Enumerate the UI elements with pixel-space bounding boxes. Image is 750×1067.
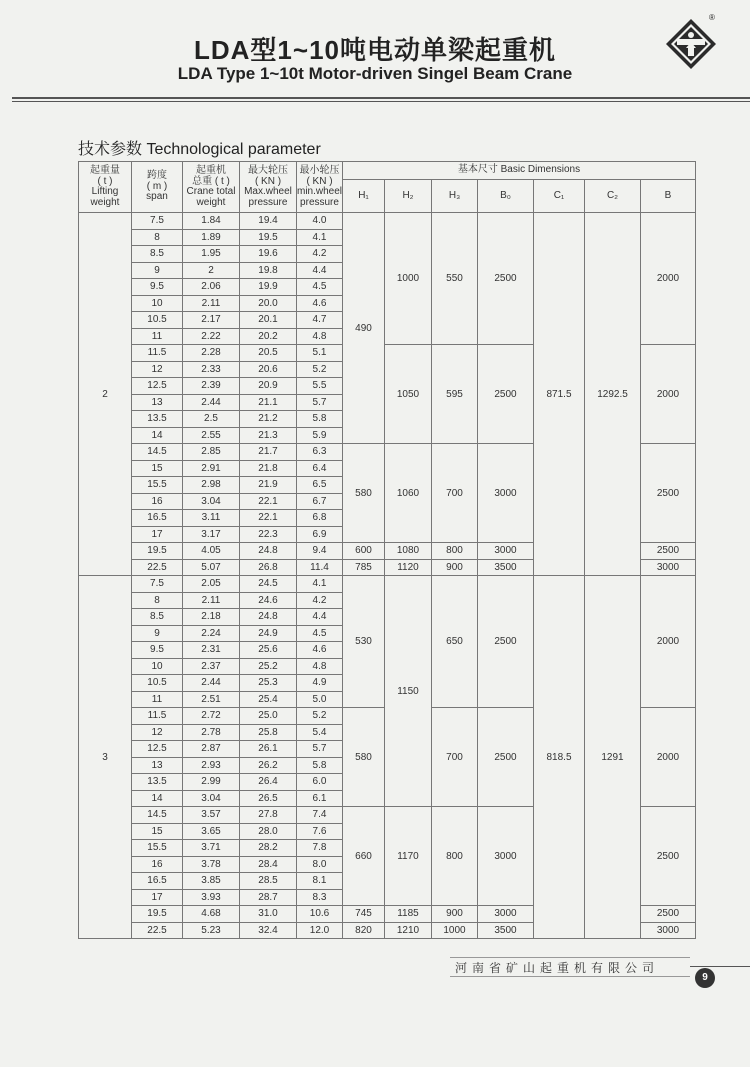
dim-h3-cell: 650 bbox=[432, 576, 478, 708]
min-wheel-cell: 5.7 bbox=[297, 741, 343, 758]
min-wheel-cell: 5.5 bbox=[297, 378, 343, 395]
dim-c2-cell: 1292.5 bbox=[585, 213, 641, 576]
header-line: ( KN ) bbox=[254, 175, 282, 187]
lifting-weight-cell: 2 bbox=[79, 213, 132, 576]
crane-weight-cell: 2.98 bbox=[183, 477, 240, 494]
max-wheel-cell: 19.5 bbox=[240, 229, 297, 246]
crane-weight-cell: 1.89 bbox=[183, 229, 240, 246]
crane-weight-cell: 2.72 bbox=[183, 708, 240, 725]
table-row bbox=[79, 576, 696, 593]
table-body bbox=[79, 213, 696, 939]
max-wheel-cell: 24.6 bbox=[240, 592, 297, 609]
max-wheel-cell: 25.4 bbox=[240, 691, 297, 708]
min-wheel-cell: 11.4 bbox=[297, 559, 343, 576]
header-line: 最大轮压 bbox=[248, 165, 288, 176]
min-wheel-cell: 9.4 bbox=[297, 543, 343, 560]
dim-h2-cell: 1185 bbox=[385, 906, 432, 923]
min-wheel-cell: 4.9 bbox=[297, 675, 343, 692]
max-wheel-cell: 22.1 bbox=[240, 510, 297, 527]
max-wheel-cell: 21.2 bbox=[240, 411, 297, 428]
min-wheel-cell: 4.7 bbox=[297, 312, 343, 329]
dim-c1-cell: 871.5 bbox=[534, 213, 585, 576]
header-c2: C₂ bbox=[585, 180, 641, 213]
dim-b-cell: 2500 bbox=[641, 543, 696, 560]
crane-weight-cell: 2.87 bbox=[183, 741, 240, 758]
crane-weight-cell: 2.31 bbox=[183, 642, 240, 659]
crane-weight-cell: 2.99 bbox=[183, 774, 240, 791]
crane-weight-cell: 2.44 bbox=[183, 675, 240, 692]
min-wheel-cell: 4.8 bbox=[297, 658, 343, 675]
span-cell: 16 bbox=[132, 493, 183, 510]
header-lifting-weight bbox=[79, 162, 132, 213]
span-cell: 9 bbox=[132, 262, 183, 279]
crane-weight-cell: 2.44 bbox=[183, 394, 240, 411]
max-wheel-cell: 24.5 bbox=[240, 576, 297, 593]
min-wheel-cell: 5.1 bbox=[297, 345, 343, 362]
crane-weight-cell: 3.57 bbox=[183, 807, 240, 824]
span-cell: 9.5 bbox=[132, 279, 183, 296]
dim-b0-cell: 2500 bbox=[478, 708, 534, 807]
header-line: 总重 ( t ) bbox=[192, 175, 230, 187]
header-line: 最小轮压 bbox=[299, 165, 340, 176]
min-wheel-cell: 6.7 bbox=[297, 493, 343, 510]
header-rule-thin bbox=[12, 101, 750, 102]
span-cell: 13 bbox=[132, 394, 183, 411]
min-wheel-cell: 6.0 bbox=[297, 774, 343, 791]
header-rule-thick bbox=[12, 97, 750, 99]
dim-h2-cell: 1120 bbox=[385, 559, 432, 576]
dim-h2-cell: 1050 bbox=[385, 345, 432, 444]
crane-weight-cell: 2.28 bbox=[183, 345, 240, 362]
span-cell: 15 bbox=[132, 460, 183, 477]
crane-weight-cell: 2.06 bbox=[183, 279, 240, 296]
span-cell: 12.5 bbox=[132, 741, 183, 758]
span-cell: 19.5 bbox=[132, 906, 183, 923]
max-wheel-cell: 28.7 bbox=[240, 889, 297, 906]
header-line: span bbox=[146, 191, 168, 203]
min-wheel-cell: 4.1 bbox=[297, 229, 343, 246]
span-cell: 8 bbox=[132, 229, 183, 246]
max-wheel-cell: 21.8 bbox=[240, 460, 297, 477]
max-wheel-cell: 27.8 bbox=[240, 807, 297, 824]
dim-h1-cell: 820 bbox=[343, 922, 385, 939]
span-cell: 7.5 bbox=[132, 213, 183, 230]
header-h1: H₁ bbox=[343, 180, 385, 213]
header-line: 起重机 bbox=[196, 165, 226, 176]
dim-h3-cell: 700 bbox=[432, 708, 478, 807]
span-cell: 9 bbox=[132, 625, 183, 642]
span-cell: 17 bbox=[132, 889, 183, 906]
min-wheel-cell: 6.1 bbox=[297, 790, 343, 807]
min-wheel-cell: 5.0 bbox=[297, 691, 343, 708]
crane-weight-cell: 2.17 bbox=[183, 312, 240, 329]
dim-h1-cell: 490 bbox=[343, 213, 385, 444]
header-line: 起重量 bbox=[90, 165, 120, 176]
max-wheel-cell: 20.9 bbox=[240, 378, 297, 395]
crane-weight-cell: 3.78 bbox=[183, 856, 240, 873]
max-wheel-cell: 28.2 bbox=[240, 840, 297, 857]
dim-b-cell: 2000 bbox=[641, 708, 696, 807]
span-cell: 19.5 bbox=[132, 543, 183, 560]
max-wheel-cell: 26.5 bbox=[240, 790, 297, 807]
max-wheel-cell: 19.8 bbox=[240, 262, 297, 279]
crane-weight-cell: 2.85 bbox=[183, 444, 240, 461]
dim-h1-cell: 785 bbox=[343, 559, 385, 576]
span-cell: 11.5 bbox=[132, 708, 183, 725]
dim-b-cell: 3000 bbox=[641, 559, 696, 576]
max-wheel-cell: 32.4 bbox=[240, 922, 297, 939]
header-c1: C₁ bbox=[534, 180, 585, 213]
min-wheel-cell: 4.0 bbox=[297, 213, 343, 230]
footer-rule bbox=[690, 966, 750, 967]
crane-weight-cell: 4.05 bbox=[183, 543, 240, 560]
page-title-en: LDA Type 1~10t Motor-driven Singel Beam Crane bbox=[177, 64, 573, 83]
dim-h3-cell: 900 bbox=[432, 559, 478, 576]
max-wheel-cell: 20.2 bbox=[240, 328, 297, 345]
dim-h3-cell: 800 bbox=[432, 543, 478, 560]
crane-weight-cell: 1.84 bbox=[183, 213, 240, 230]
max-wheel-cell: 26.4 bbox=[240, 774, 297, 791]
dim-b0-cell: 3000 bbox=[478, 906, 534, 923]
span-cell: 11 bbox=[132, 328, 183, 345]
max-wheel-cell: 26.2 bbox=[240, 757, 297, 774]
header-line: Lifting bbox=[91, 186, 119, 197]
header-line: Max.wheel bbox=[244, 186, 292, 197]
crane-weight-cell: 5.23 bbox=[183, 922, 240, 939]
max-wheel-cell: 28.0 bbox=[240, 823, 297, 840]
company-logo-icon bbox=[665, 18, 717, 70]
max-wheel-cell: 28.4 bbox=[240, 856, 297, 873]
crane-weight-cell: 3.04 bbox=[183, 493, 240, 510]
crane-weight-cell: 2 bbox=[183, 262, 240, 279]
registered-mark: ® bbox=[709, 13, 715, 22]
header-line: 跨度 bbox=[147, 170, 167, 182]
table-row bbox=[79, 213, 696, 230]
section-title: 技术参数 Technological parameter bbox=[78, 141, 321, 158]
max-wheel-cell: 22.3 bbox=[240, 526, 297, 543]
span-cell: 14 bbox=[132, 790, 183, 807]
technical-parameter-table bbox=[78, 161, 696, 939]
dim-h1-cell: 600 bbox=[343, 543, 385, 560]
span-cell: 10.5 bbox=[132, 312, 183, 329]
crane-weight-cell: 2.05 bbox=[183, 576, 240, 593]
span-cell: 16.5 bbox=[132, 873, 183, 890]
max-wheel-cell: 19.9 bbox=[240, 279, 297, 296]
header-b: B bbox=[641, 180, 696, 213]
dim-h1-cell: 580 bbox=[343, 708, 385, 807]
span-cell: 8.5 bbox=[132, 246, 183, 263]
header-line: ( m ) bbox=[146, 180, 168, 192]
max-wheel-cell: 20.5 bbox=[240, 345, 297, 362]
dim-b-cell: 3000 bbox=[641, 922, 696, 939]
crane-weight-cell: 5.07 bbox=[183, 559, 240, 576]
crane-weight-cell: 2.22 bbox=[183, 328, 240, 345]
dim-b-cell: 2500 bbox=[641, 807, 696, 906]
min-wheel-cell: 6.9 bbox=[297, 526, 343, 543]
span-cell: 15.5 bbox=[132, 840, 183, 857]
min-wheel-cell: 4.6 bbox=[297, 642, 343, 659]
max-wheel-cell: 25.0 bbox=[240, 708, 297, 725]
span-cell: 13.5 bbox=[132, 774, 183, 791]
span-cell: 8 bbox=[132, 592, 183, 609]
crane-weight-cell: 2.37 bbox=[183, 658, 240, 675]
min-wheel-cell: 4.2 bbox=[297, 592, 343, 609]
dim-c2-cell: 1291 bbox=[585, 576, 641, 939]
min-wheel-cell: 10.6 bbox=[297, 906, 343, 923]
crane-weight-cell: 2.24 bbox=[183, 625, 240, 642]
page-number-badge: 9 bbox=[695, 968, 715, 988]
span-cell: 10 bbox=[132, 658, 183, 675]
min-wheel-cell: 8.1 bbox=[297, 873, 343, 890]
min-wheel-cell: 4.1 bbox=[297, 576, 343, 593]
crane-weight-cell: 2.11 bbox=[183, 592, 240, 609]
crane-weight-cell: 2.18 bbox=[183, 609, 240, 626]
max-wheel-cell: 31.0 bbox=[240, 906, 297, 923]
dim-b0-cell: 2500 bbox=[478, 213, 534, 345]
dim-h1-cell: 745 bbox=[343, 906, 385, 923]
dim-h3-cell: 900 bbox=[432, 906, 478, 923]
span-cell: 14 bbox=[132, 427, 183, 444]
crane-weight-cell: 2.33 bbox=[183, 361, 240, 378]
dim-b0-cell: 3000 bbox=[478, 543, 534, 560]
min-wheel-cell: 5.2 bbox=[297, 361, 343, 378]
max-wheel-cell: 26.1 bbox=[240, 741, 297, 758]
min-wheel-cell: 4.8 bbox=[297, 328, 343, 345]
footer-company-name: 河南省矿山起重机有限公司 bbox=[455, 961, 660, 975]
page-title-cn: LDA型1~10吨电动单梁起重机 bbox=[194, 35, 556, 65]
crane-weight-cell: 3.04 bbox=[183, 790, 240, 807]
dim-h3-cell: 595 bbox=[432, 345, 478, 444]
header-line: weight bbox=[90, 196, 120, 208]
span-cell: 16 bbox=[132, 856, 183, 873]
min-wheel-cell: 4.4 bbox=[297, 609, 343, 626]
min-wheel-cell: 6.8 bbox=[297, 510, 343, 527]
max-wheel-cell: 21.3 bbox=[240, 427, 297, 444]
header-line: weight bbox=[196, 196, 226, 208]
span-cell: 8.5 bbox=[132, 609, 183, 626]
crane-weight-cell: 2.39 bbox=[183, 378, 240, 395]
dim-h2-cell: 1170 bbox=[385, 807, 432, 906]
span-cell: 13.5 bbox=[132, 411, 183, 428]
min-wheel-cell: 6.5 bbox=[297, 477, 343, 494]
crane-weight-cell: 1.95 bbox=[183, 246, 240, 263]
header-b0: B₀ bbox=[478, 180, 534, 213]
dim-h2-cell: 1080 bbox=[385, 543, 432, 560]
header-span bbox=[132, 162, 183, 213]
min-wheel-cell: 4.4 bbox=[297, 262, 343, 279]
crane-weight-cell: 2.93 bbox=[183, 757, 240, 774]
max-wheel-cell: 20.6 bbox=[240, 361, 297, 378]
span-cell: 22.5 bbox=[132, 922, 183, 939]
min-wheel-cell: 5.9 bbox=[297, 427, 343, 444]
max-wheel-cell: 25.6 bbox=[240, 642, 297, 659]
header-h2: H₂ bbox=[385, 180, 432, 213]
span-cell: 11 bbox=[132, 691, 183, 708]
crane-weight-cell: 3.85 bbox=[183, 873, 240, 890]
span-cell: 10 bbox=[132, 295, 183, 312]
crane-weight-cell: 3.65 bbox=[183, 823, 240, 840]
dim-b0-cell: 2500 bbox=[478, 345, 534, 444]
min-wheel-cell: 4.5 bbox=[297, 279, 343, 296]
span-cell: 13 bbox=[132, 757, 183, 774]
crane-weight-cell: 3.17 bbox=[183, 526, 240, 543]
dim-h2-cell: 1150 bbox=[385, 576, 432, 807]
min-wheel-cell: 4.2 bbox=[297, 246, 343, 263]
max-wheel-cell: 24.8 bbox=[240, 543, 297, 560]
min-wheel-cell: 5.8 bbox=[297, 411, 343, 428]
crane-weight-cell: 2.91 bbox=[183, 460, 240, 477]
header-line: pressure bbox=[300, 196, 339, 208]
max-wheel-cell: 28.5 bbox=[240, 873, 297, 890]
dim-c1-cell: 818.5 bbox=[534, 576, 585, 939]
max-wheel-cell: 19.6 bbox=[240, 246, 297, 263]
span-cell: 12.5 bbox=[132, 378, 183, 395]
crane-weight-cell: 2.51 bbox=[183, 691, 240, 708]
span-cell: 9.5 bbox=[132, 642, 183, 659]
min-wheel-cell: 7.8 bbox=[297, 840, 343, 857]
dim-b-cell: 2000 bbox=[641, 576, 696, 708]
dim-h3-cell: 700 bbox=[432, 444, 478, 543]
max-wheel-cell: 21.7 bbox=[240, 444, 297, 461]
max-wheel-cell: 26.8 bbox=[240, 559, 297, 576]
dim-b0-cell: 2500 bbox=[478, 576, 534, 708]
header-basic-dimensions: 基本尺寸 Basic Dimensions bbox=[343, 162, 696, 180]
span-cell: 15 bbox=[132, 823, 183, 840]
dim-h2-cell: 1210 bbox=[385, 922, 432, 939]
max-wheel-cell: 24.9 bbox=[240, 625, 297, 642]
dim-b0-cell: 3000 bbox=[478, 444, 534, 543]
crane-weight-cell: 4.68 bbox=[183, 906, 240, 923]
span-cell: 12 bbox=[132, 361, 183, 378]
dim-h1-cell: 530 bbox=[343, 576, 385, 708]
dim-b-cell: 2500 bbox=[641, 906, 696, 923]
crane-weight-cell: 2.78 bbox=[183, 724, 240, 741]
max-wheel-cell: 25.3 bbox=[240, 675, 297, 692]
span-cell: 11.5 bbox=[132, 345, 183, 362]
min-wheel-cell: 5.8 bbox=[297, 757, 343, 774]
max-wheel-cell: 25.2 bbox=[240, 658, 297, 675]
crane-weight-cell: 3.93 bbox=[183, 889, 240, 906]
dim-h3-cell: 800 bbox=[432, 807, 478, 906]
span-cell: 10.5 bbox=[132, 675, 183, 692]
dim-b0-cell: 3500 bbox=[478, 922, 534, 939]
span-cell: 14.5 bbox=[132, 444, 183, 461]
dim-b-cell: 2500 bbox=[641, 444, 696, 543]
dim-h3-cell: 1000 bbox=[432, 922, 478, 939]
max-wheel-cell: 24.8 bbox=[240, 609, 297, 626]
header-line: ( KN ) bbox=[306, 175, 333, 187]
dim-h1-cell: 580 bbox=[343, 444, 385, 543]
span-cell: 22.5 bbox=[132, 559, 183, 576]
min-wheel-cell: 12.0 bbox=[297, 922, 343, 939]
max-wheel-cell: 22.1 bbox=[240, 493, 297, 510]
max-wheel-cell: 25.8 bbox=[240, 724, 297, 741]
min-wheel-cell: 5.4 bbox=[297, 724, 343, 741]
crane-weight-cell: 2.5 bbox=[183, 411, 240, 428]
max-wheel-cell: 20.1 bbox=[240, 312, 297, 329]
min-wheel-cell: 5.2 bbox=[297, 708, 343, 725]
crane-weight-cell: 3.71 bbox=[183, 840, 240, 857]
lifting-weight-cell: 3 bbox=[79, 576, 132, 939]
dim-h2-cell: 1000 bbox=[385, 213, 432, 345]
min-wheel-cell: 4.5 bbox=[297, 625, 343, 642]
dim-h1-cell: 660 bbox=[343, 807, 385, 906]
span-cell: 16.5 bbox=[132, 510, 183, 527]
min-wheel-cell: 7.6 bbox=[297, 823, 343, 840]
header-line: min.wheel bbox=[297, 186, 343, 197]
header-max-wheel-pressure bbox=[240, 162, 297, 213]
dim-h3-cell: 550 bbox=[432, 213, 478, 345]
crane-weight-cell: 2.55 bbox=[183, 427, 240, 444]
span-cell: 12 bbox=[132, 724, 183, 741]
dim-b0-cell: 3000 bbox=[478, 807, 534, 906]
min-wheel-cell: 6.3 bbox=[297, 444, 343, 461]
crane-weight-cell: 2.11 bbox=[183, 295, 240, 312]
span-cell: 15.5 bbox=[132, 477, 183, 494]
span-cell: 7.5 bbox=[132, 576, 183, 593]
crane-weight-cell: 3.11 bbox=[183, 510, 240, 527]
max-wheel-cell: 21.9 bbox=[240, 477, 297, 494]
dim-b-cell: 2000 bbox=[641, 213, 696, 345]
max-wheel-cell: 20.0 bbox=[240, 295, 297, 312]
min-wheel-cell: 4.6 bbox=[297, 295, 343, 312]
min-wheel-cell: 8.0 bbox=[297, 856, 343, 873]
header-min-wheel-pressure bbox=[297, 162, 343, 213]
header-h3: H₃ bbox=[432, 180, 478, 213]
header-line: pressure bbox=[248, 196, 288, 208]
max-wheel-cell: 19.4 bbox=[240, 213, 297, 230]
dim-b-cell: 2000 bbox=[641, 345, 696, 444]
header-line: ( t ) bbox=[97, 175, 113, 187]
header-line: Crane total bbox=[186, 186, 236, 197]
dim-h2-cell: 1060 bbox=[385, 444, 432, 543]
dim-b0-cell: 3500 bbox=[478, 559, 534, 576]
min-wheel-cell: 6.4 bbox=[297, 460, 343, 477]
header-crane-weight bbox=[183, 162, 240, 213]
min-wheel-cell: 5.7 bbox=[297, 394, 343, 411]
span-cell: 17 bbox=[132, 526, 183, 543]
min-wheel-cell: 7.4 bbox=[297, 807, 343, 824]
min-wheel-cell: 8.3 bbox=[297, 889, 343, 906]
span-cell: 14.5 bbox=[132, 807, 183, 824]
max-wheel-cell: 21.1 bbox=[240, 394, 297, 411]
